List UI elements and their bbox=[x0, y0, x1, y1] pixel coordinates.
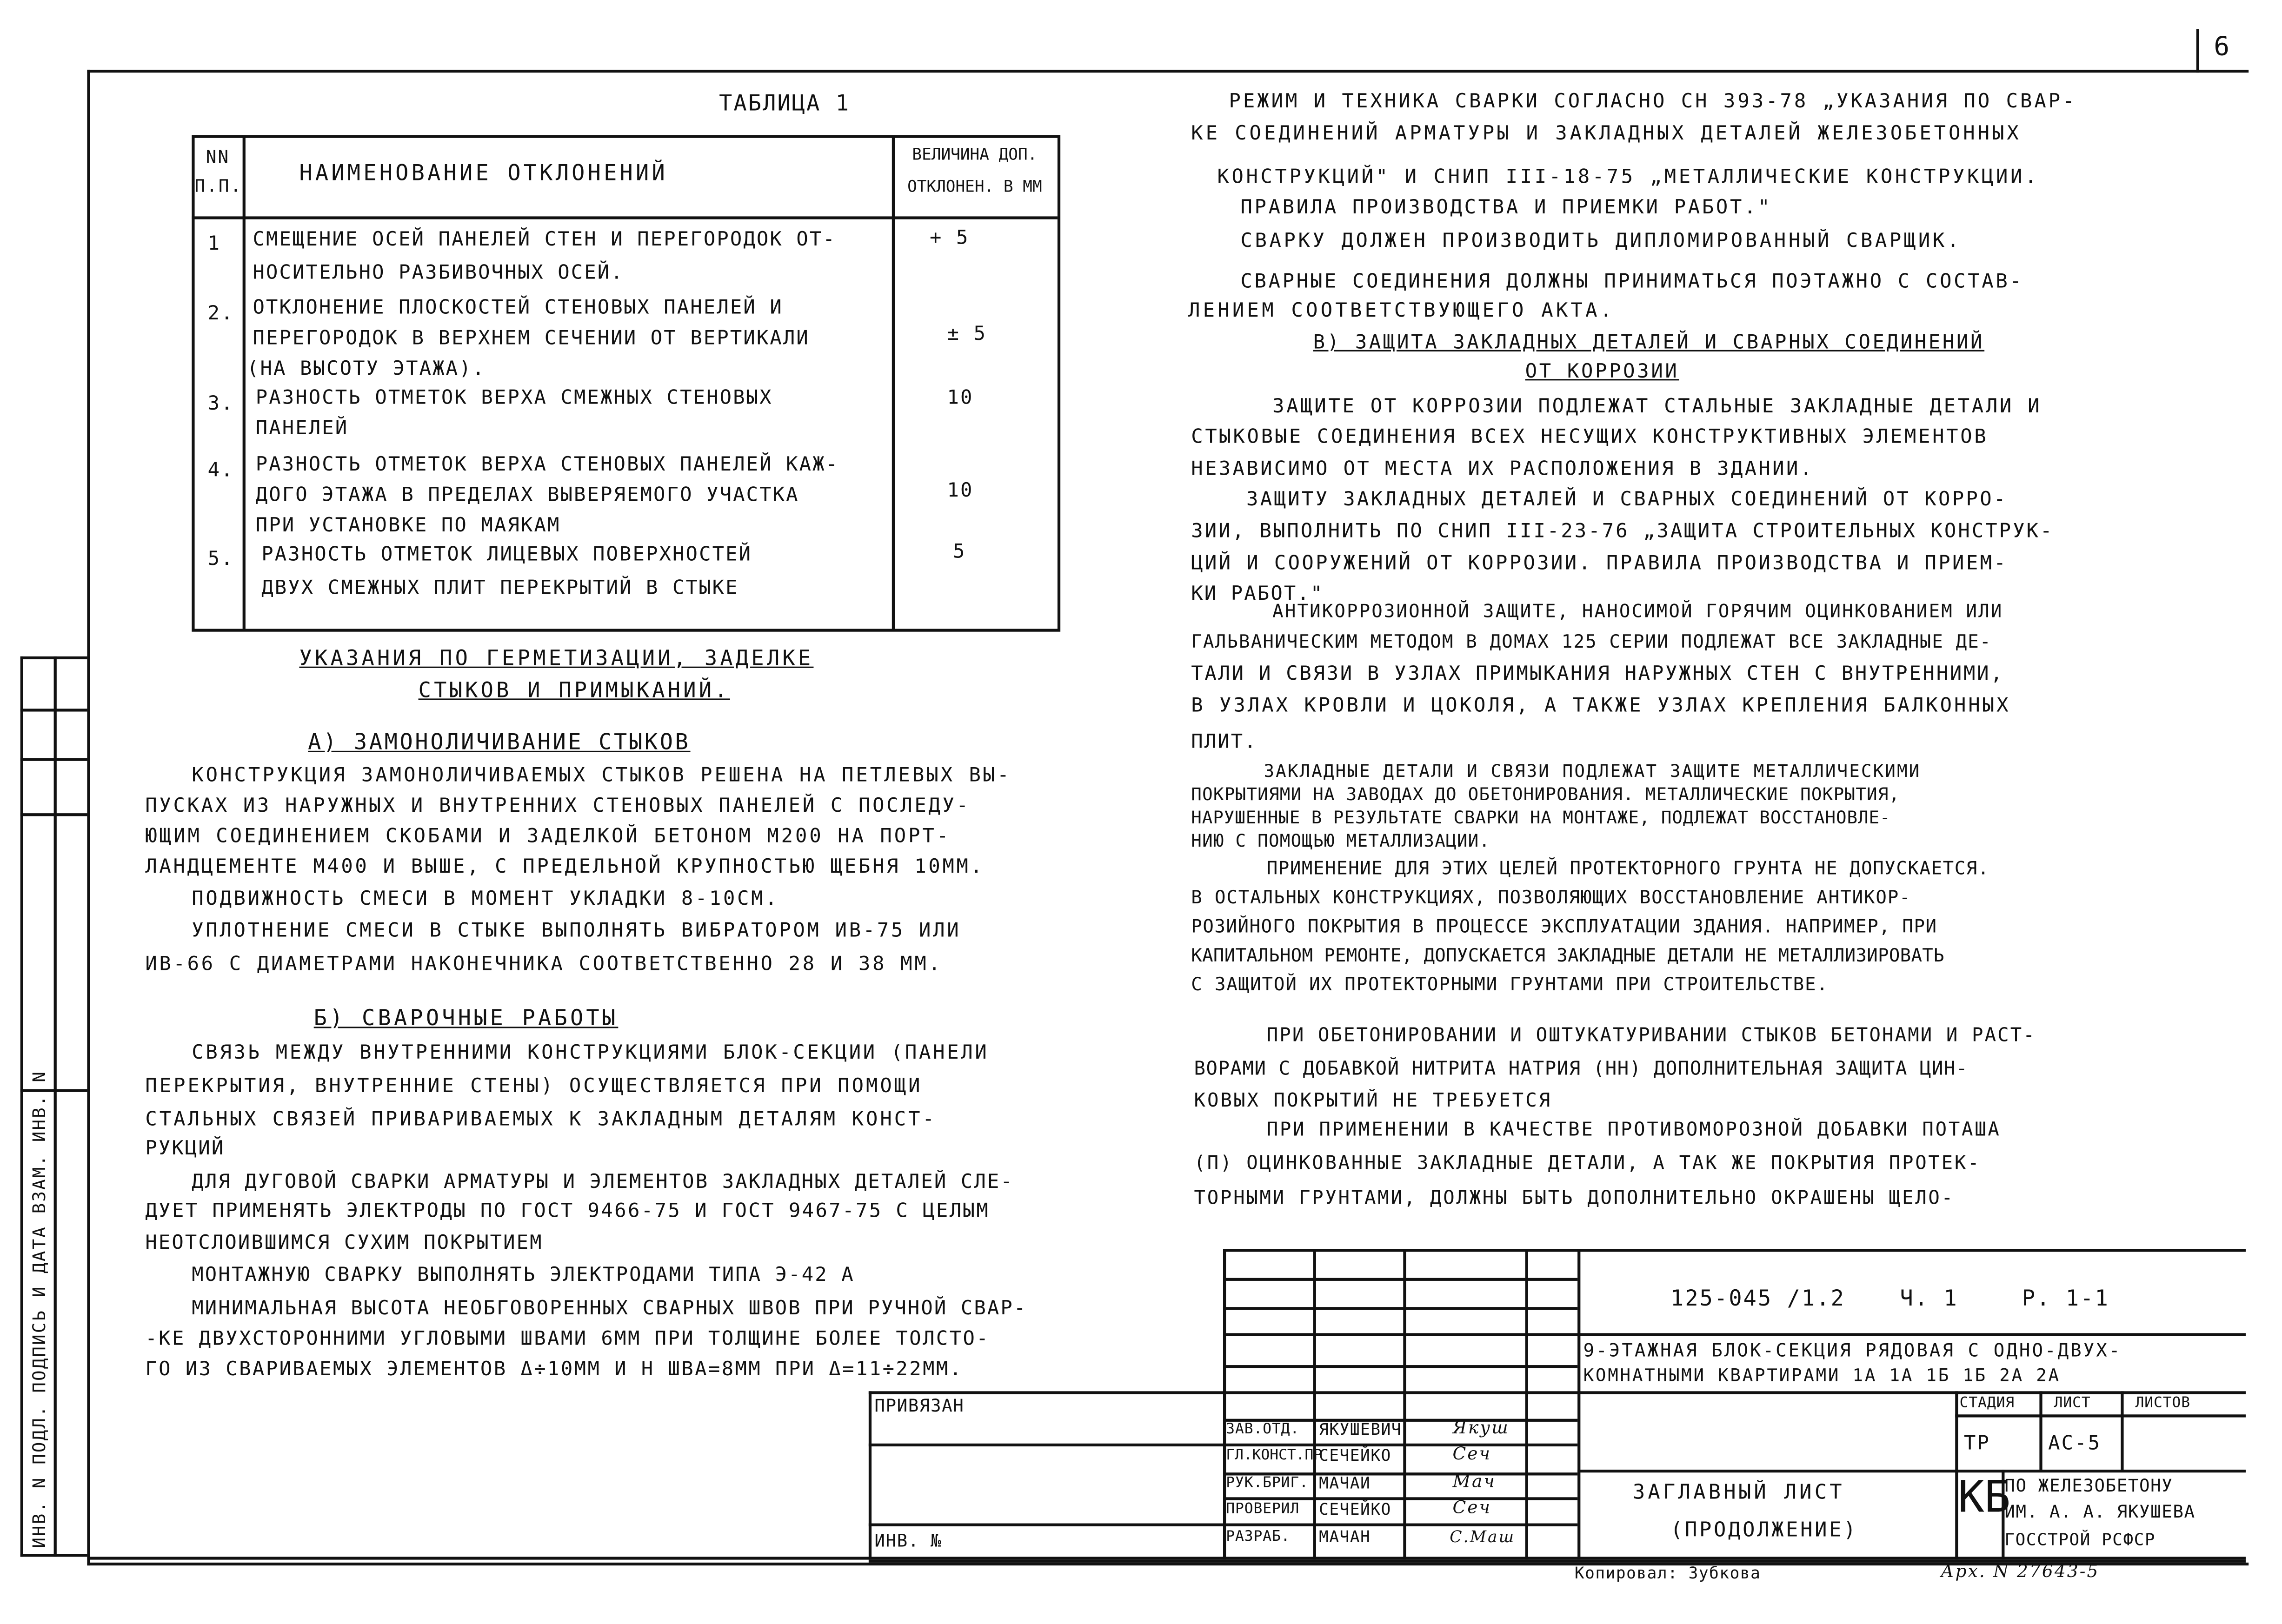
text-line: ГО ИЗ СВАРИВАЕМЫХ ЭЛЕМЕНТОВ Δ÷10ММ И H ШВА=8ММ ПРИ Δ=11÷22ММ. bbox=[145, 1358, 963, 1381]
signature: Мач bbox=[1452, 1471, 1496, 1491]
binding-strip-border bbox=[20, 656, 23, 1557]
stamp-line bbox=[1223, 1278, 1577, 1280]
text-line: В ОСТАЛЬНЫХ КОНСТРУКЦИЯХ, ПОЗВОЛЯЮЩИХ ВОССТАНОВЛЕНИЕ АНТИКОР- bbox=[1191, 886, 1911, 908]
text-line: ПРАВИЛА ПРОИЗВОДСТВА И ПРИЕМКИ РАБОТ." bbox=[1240, 196, 1772, 219]
text-line: МИНИМАЛЬНАЯ ВЫСОТА НЕОБГОВОРЕННЫХ СВАРНЫХ ШВОВ ПРИ РУЧНОЙ СВАР- bbox=[192, 1297, 1027, 1320]
row-text: НОСИТЕЛЬНО РАЗБИВОЧНЫХ ОСЕЙ. bbox=[253, 261, 624, 285]
archive-number: Арх. N 27643-5 bbox=[1940, 1561, 2100, 1582]
text-line: СВАРКУ ДОЛЖЕН ПРОИЗВОДИТЬ ДИПЛОМИРОВАННЫЙ СВАРЩИК. bbox=[1240, 229, 1962, 253]
row-value: 5 bbox=[953, 540, 966, 563]
stamp-line bbox=[1577, 1249, 1580, 1559]
subsection-title: Б) СВАРОЧНЫЕ РАБОТЫ bbox=[313, 1005, 619, 1031]
table-header-name: НАИМЕНОВАНИЕ ОТКЛОНЕНИЙ bbox=[299, 159, 668, 186]
row-text: ОТКЛОНЕНИЕ ПЛОСКОСТЕЙ СТЕНОВЫХ ПАНЕЛЕЙ И bbox=[253, 296, 783, 320]
page-number: 6 bbox=[2214, 32, 2231, 63]
row-text: (НА ВЫСОТУ ЭТАЖА). bbox=[246, 357, 486, 381]
binding-strip-line bbox=[20, 813, 87, 815]
text-line: ЗАЩИТЕ ОТ КОРРОЗИИ ПОДЛЕЖАТ СТАЛЬНЫЕ ЗАКЛАДНЫЕ ДЕТАЛИ И bbox=[1272, 395, 2042, 418]
text-line: ПОДВИЖНОСТЬ СМЕСИ В МОМЕНТ УКЛАДКИ 8-10СМ. bbox=[192, 887, 779, 911]
text-line: ПЕРЕКРЫТИЯ, ВНУТРЕННИЕ СТЕНЫ) ОСУЩЕСТВЛЯЕТСЯ ПРИ ПОМОЩИ bbox=[145, 1074, 923, 1098]
stamp-line bbox=[1313, 1249, 1316, 1559]
text-line: ГАЛЬВАНИЧЕСКИМ МЕТОДОМ В ДОМАХ 125 СЕРИИ ПОДЛЕЖАТ ВСЕ ЗАКЛАДНЫЕ ДЕ- bbox=[1191, 630, 1992, 652]
row-value: ± 5 bbox=[947, 322, 987, 346]
organization-logo: КБ bbox=[1958, 1472, 2011, 1524]
copied-by: Копировал: Зубкова bbox=[1574, 1564, 1761, 1583]
text-line: СВАРНЫЕ СОЕДИНЕНИЯ ДОЛЖНЫ ПРИНИМАТЬСЯ ПОЭТАЖНО С СОСТАВ- bbox=[1240, 270, 2024, 293]
text-line: РУКЦИЙ bbox=[145, 1137, 225, 1160]
sheet-value: АС-5 bbox=[2048, 1432, 2102, 1455]
stage-header: СТАДИЯ bbox=[1959, 1395, 2015, 1412]
stamp-line bbox=[1223, 1249, 2246, 1251]
text-line: ЗАКЛАДНЫЕ ДЕТАЛИ И СВЯЗИ ПОДЛЕЖАТ ЗАЩИТЕ МЕТАЛЛИЧЕСКИМИ bbox=[1264, 761, 1921, 782]
row-text: РАЗНОСТЬ ОТМЕТОК ВЕРХА СТЕНОВЫХ ПАНЕЛЕЙ КАЖ- bbox=[255, 453, 839, 477]
role-label: ГЛ.КОНСТ.ПР bbox=[1226, 1448, 1323, 1464]
stamp-line bbox=[1223, 1497, 1577, 1499]
row-text: ПЕРЕГОРОДОК В ВЕРХНЕМ СЕЧЕНИИ ОТ ВЕРТИКАЛИ bbox=[253, 326, 810, 350]
stamp-line bbox=[2039, 1391, 2042, 1470]
row-num: 3. bbox=[207, 392, 234, 416]
signature: С.Маш bbox=[1450, 1527, 1516, 1547]
text-line: ЛАНДЦЕМЕНТЕ М400 И ВЫШЕ, С ПРЕДЕЛЬНОЙ КРУПНОСТЬЮ ЩЕБНЯ 10ММ. bbox=[145, 855, 985, 879]
signature: Сеч bbox=[1452, 1497, 1492, 1518]
text-line: МОНТАЖНУЮ СВАРКУ ВЫПОЛНЯТЬ ЭЛЕКТРОДАМИ ТИПА Э-42 А bbox=[192, 1263, 855, 1287]
binding-strip-line bbox=[20, 656, 87, 659]
table-col-divider bbox=[243, 135, 245, 629]
row-value: 10 bbox=[947, 479, 974, 503]
text-line: ВОРАМИ С ДОБАВКОЙ НИТРИТА НАТРИЯ (НН) ДОПОЛНИТЕЛЬНАЯ ЗАЩИТА ЦИН- bbox=[1194, 1059, 1969, 1080]
binding-strip-divider bbox=[54, 656, 56, 1557]
drawing-code: 125-045 /1.2 bbox=[1670, 1285, 1846, 1312]
text-line: НИЮ С ПОМОЩЬЮ МЕТАЛЛИЗАЦИИ. bbox=[1191, 830, 1490, 851]
stamp-line bbox=[2121, 1391, 2123, 1470]
subsection-title: В) ЗАЩИТА ЗАКЛАДНЫХ ДЕТАЛЕЙ И СВАРНЫХ СОЕДИНЕНИЙ bbox=[1313, 331, 1985, 355]
stamp-line bbox=[1955, 1414, 2246, 1417]
stamp-line bbox=[1223, 1472, 1577, 1475]
table-header-value: ВЕЛИЧИНА ДОП. ОТКЛОНЕН. В ММ bbox=[907, 145, 1042, 196]
text-line: ЦИЙ И СООРУЖЕНИЙ ОТ КОРРОЗИИ. ПРАВИЛА ПРОИЗВОДСТВА И ПРИЕМ- bbox=[1191, 551, 2008, 575]
text-line: ИВ-66 С ДИАМЕТРАМИ НАКОНЕЧНИКА СООТВЕТСТВЕННО 28 И 38 ММ. bbox=[145, 953, 943, 976]
stamp-line bbox=[87, 1557, 2246, 1559]
page-number-divider bbox=[2196, 29, 2199, 73]
text-line: ПЛИТ. bbox=[1191, 730, 1257, 754]
text-line: ТАЛИ И СВЯЗИ В УЗЛАХ ПРИМЫКАНИЯ НАРУЖНЫХ СТЕН С ВНУТРЕННИМИ, bbox=[1191, 662, 2004, 686]
text-line: УПЛОТНЕНИЕ СМЕСИ В СТЫКЕ ВЫПОЛНЯТЬ ВИБРАТОРОМ ИВ-75 ИЛИ bbox=[192, 919, 961, 943]
subsection-title: ОТ КОРРОЗИИ bbox=[1525, 360, 1679, 384]
role-name: СЕЧЕЙКО bbox=[1319, 1446, 1391, 1465]
binding-strip-line bbox=[20, 709, 87, 711]
organization-name: ГОССТРОЙ РСФСР bbox=[2004, 1529, 2156, 1550]
text-line: РОЗИЙНОГО ПОКРЫТИЯ В ПРОЦЕССЕ ЭКСПЛУАТАЦИИ ЗДАНИЯ. НАПРИМЕР, ПРИ bbox=[1191, 915, 1937, 937]
text-line: КОНСТРУКЦИЙ" И СНИП III-18-75 „МЕТАЛЛИЧЕСКИЕ КОНСТРУКЦИИ. bbox=[1217, 166, 2040, 189]
sheet-subtitle: (ПРОДОЛЖЕНИЕ) bbox=[1670, 1519, 1858, 1543]
row-text: ПАНЕЛЕЙ bbox=[255, 417, 349, 440]
stamp-line bbox=[1223, 1365, 1577, 1367]
row-text: ДВУХ СМЕЖНЫХ ПЛИТ ПЕРЕКРЫТИЙ В СТЫКЕ bbox=[261, 577, 739, 600]
row-text: ДОГО ЭТАЖА В ПРЕДЕЛАХ ВЫВЕРЯЕМОГО УЧАСТКА bbox=[255, 484, 799, 507]
table-header-num: NN П.П. bbox=[194, 146, 243, 196]
text-line: НЕЗАВИСИМО ОТ МЕСТА ИХ РАСПОЛОЖЕНИЯ В ЗДАНИИ. bbox=[1191, 457, 1814, 481]
text-line: ПУСКАХ ИЗ НАРУЖНЫХ И ВНУТРЕННИХ СТЕНОВЫХ ПАНЕЛЕЙ С ПОСЛЕДУ- bbox=[145, 794, 971, 818]
text-line: КОВЫХ ПОКРЫТИЙ НЕ ТРЕБУЕТСЯ bbox=[1194, 1090, 1552, 1113]
text-line: АНТИКОРРОЗИОННОЙ ЗАЩИТЕ, НАНОСИМОЙ ГОРЯЧИМ ОЦИНКОВАНИЕМ ИЛИ bbox=[1272, 600, 2003, 622]
section-heading: СТЫКОВ И ПРИМЫКАНИЙ. bbox=[418, 679, 730, 703]
row-num: 5. bbox=[207, 547, 234, 571]
organization-name: ИМ. А. А. ЯКУШЕВА bbox=[2004, 1501, 2196, 1522]
stamp-line bbox=[869, 1391, 871, 1559]
text-line: КАПИТАЛЬНОМ РЕМОНТЕ, ДОПУСКАЕТСЯ ЗАКЛАДНЫЕ ДЕТАЛИ НЕ МЕТАЛЛИЗИРОВАТЬ bbox=[1191, 944, 1944, 966]
role-label: ПРОВЕРИЛ bbox=[1226, 1501, 1300, 1518]
stamp-line bbox=[1577, 1470, 2246, 1472]
role-name: МАЧАЙ bbox=[1319, 1474, 1371, 1493]
role-label: ЗАВ.ОТД. bbox=[1226, 1421, 1300, 1438]
text-line: ЗАЩИТУ ЗАКЛАДНЫХ ДЕТАЛЕЙ И СВАРНЫХ СОЕДИНЕНИЙ ОТ КОРРО- bbox=[1246, 488, 2008, 511]
stamp-line bbox=[1525, 1249, 1528, 1559]
text-line: ДЛЯ ДУГОВОЙ СВАРКИ АРМАТУРЫ И ЭЛЕМЕНТОВ ЗАКЛАДНЫХ ДЕТАЛЕЙ СЛЕ- bbox=[192, 1170, 1014, 1194]
text-line: ЗИИ, ВЫПОЛНИТЬ ПО СНИП III-23-76 „ЗАЩИТА СТРОИТЕЛЬНЫХ КОНСТРУК- bbox=[1191, 520, 2054, 544]
organization-name: ПО ЖЕЛЕЗОБЕТОНУ bbox=[2004, 1475, 2173, 1496]
text-line: СТЫКОВЫЕ СОЕДИНЕНИЯ ВСЕХ НЕСУЩИХ КОНСТРУКТИВНЫХ ЭЛЕМЕНТОВ bbox=[1191, 425, 1989, 449]
text-line: С ЗАЩИТОЙ ИХ ПРОТЕКТОРНЫМИ ГРУНТАМИ ПРИ СТРОИТЕЛЬСТВЕ. bbox=[1191, 973, 1829, 995]
sheet-title: ЗАГЛАВНЫЙ ЛИСТ bbox=[1632, 1481, 1845, 1505]
text-line: СВЯЗЬ МЕЖДУ ВНУТРЕННИМИ КОНСТРУКЦИЯМИ БЛОК-СЕКЦИИ (ПАНЕЛИ bbox=[192, 1041, 989, 1065]
row-value: + 5 bbox=[930, 226, 970, 250]
role-label: РАЗРАБ. bbox=[1226, 1529, 1291, 1545]
role-name: МАЧАН bbox=[1319, 1527, 1371, 1547]
stamp-line bbox=[1223, 1249, 1225, 1559]
role-name: ЯКУШЕВИЧ bbox=[1319, 1420, 1402, 1439]
binding-strip-line bbox=[20, 758, 87, 760]
text-line: КЕ СОЕДИНЕНИЙ АРМАТУРЫ И ЗАКЛАДНЫХ ДЕТАЛЕЙ ЖЕЛЕЗОБЕТОННЫХ bbox=[1191, 122, 2022, 146]
row-text: СМЕЩЕНИЕ ОСЕЙ ПАНЕЛЕЙ СТЕН И ПЕРЕГОРОДОК ОТ- bbox=[253, 228, 836, 252]
text-line: СТАЛЬНЫХ СВЯЗЕЙ ПРИВАРИВАЕМЫХ К ЗАКЛАДНЫМ ДЕТАЛЯМ КОНСТ- bbox=[145, 1108, 937, 1132]
stage-value: ТР bbox=[1963, 1432, 1991, 1455]
binding-strip-line bbox=[20, 1554, 87, 1556]
drawing-part: Ч. 1 bbox=[1900, 1285, 1958, 1312]
text-line: ЛЕНИЕМ СООТВЕТСТВУЮЩЕГО АКТА. bbox=[1188, 299, 1615, 323]
text-line: НАРУШЕННЫЕ В РЕЗУЛЬТАТЕ СВАРКИ НА МОНТАЖЕ, ПОДЛЕЖАТ ВОССТАНОВЛЕ- bbox=[1191, 807, 1891, 828]
text-line: РЕЖИМ И ТЕХНИКА СВАРКИ СОГЛАСНО СН 393-78 „УКАЗАНИЯ ПО СВАР- bbox=[1229, 90, 2077, 113]
stamp-line bbox=[1223, 1307, 1577, 1309]
text-line: ДУЕТ ПРИМЕНЯТЬ ЭЛЕКТРОДЫ ПО ГОСТ 9466-75 И ГОСТ 9467-75 С ЦЕЛЫМ bbox=[145, 1200, 990, 1223]
stamp-line bbox=[1223, 1333, 2246, 1335]
section-heading: УКАЗАНИЯ ПО ГЕРМЕТИЗАЦИИ, ЗАДЕЛКЕ bbox=[299, 648, 814, 671]
table-header-divider bbox=[192, 216, 1058, 219]
text-line: (П) ОЦИНКОВАННЫЕ ЗАКЛАДНЫЕ ДЕТАЛИ, А ТАК ЖЕ ПОКРЫТИЯ ПРОТЕК- bbox=[1194, 1153, 1981, 1175]
margin-label: ИНВ. N ПОДЛ. ПОДПИСЬ И ДАТА ВЗАМ. ИНВ. N bbox=[29, 1070, 50, 1548]
text-line: ПРИ ОБЕТОНИРОВАНИИ И ОШТУКАТУРИВАНИИ СТЫКОВ БЕТОНАМИ И РАСТ- bbox=[1266, 1025, 2036, 1047]
project-description: КОМНАТНЫМИ КВАРТИРАМИ 1А 1А 1Б 1Б 2А 2А bbox=[1583, 1365, 2061, 1385]
text-line: ПОКРЫТИЯМИ НА ЗАВОДАХ ДО ОБЕТОНИРОВАНИЯ. МЕТАЛЛИЧЕСКИЕ ПОКРЫТИЯ, bbox=[1191, 784, 1900, 805]
text-line: ТОРНЫМИ ГРУНТАМИ, ДОЛЖНЫ БЫТЬ ДОПОЛНИТЕЛЬНО ОКРАШЕНЫ ЩЕЛО- bbox=[1194, 1188, 1955, 1210]
text-line: ПРИМЕНЕНИЕ ДЛЯ ЭТИХ ЦЕЛЕЙ ПРОТЕКТОРНОГО ГРУНТА НЕ ДОПУСКАЕТСЯ. bbox=[1266, 856, 1989, 879]
row-text: РАЗНОСТЬ ОТМЕТОК ЛИЦЕВЫХ ПОВЕРХНОСТЕЙ bbox=[261, 543, 752, 567]
sheet-header: ЛИСТ bbox=[2054, 1395, 2091, 1412]
signature: Сеч bbox=[1452, 1443, 1492, 1464]
drawing-section: Р. 1-1 bbox=[2022, 1285, 2109, 1312]
sheets-header: ЛИСТОВ bbox=[2135, 1395, 2191, 1412]
row-num: 2. bbox=[207, 302, 234, 325]
role-label: РУК.БРИГ. bbox=[1226, 1475, 1309, 1491]
text-line: КОНСТРУКЦИЯ ЗАМОНОЛИЧИВАЕМЫХ СТЫКОВ РЕШЕНА НА ПЕТЛЕВЫХ ВЫ- bbox=[192, 763, 1011, 787]
text-line: ЮЩИМ СОЕДИНЕНИЕМ СКОБАМИ И ЗАДЕЛКОЙ БЕТОНОМ М200 НА ПОРТ- bbox=[145, 825, 951, 848]
project-description: 9-ЭТАЖНАЯ БЛОК-СЕКЦИЯ РЯДОВАЯ С ОДНО-ДВУХ- bbox=[1583, 1339, 2122, 1361]
table-title: ТАБЛИЦА 1 bbox=[719, 90, 851, 116]
privyazan-label: ПРИВЯЗАН bbox=[874, 1395, 965, 1416]
stamp-line bbox=[1955, 1391, 1957, 1559]
row-num: 4. bbox=[207, 459, 234, 483]
inv-number-label: ИНВ. № bbox=[874, 1531, 942, 1551]
stamp-line bbox=[1403, 1249, 1405, 1559]
row-text: ПРИ УСТАНОВКЕ ПО МАЯКАМ bbox=[255, 514, 561, 537]
row-text: РАЗНОСТЬ ОТМЕТОК ВЕРХА СМЕЖНЫХ СТЕНОВЫХ bbox=[255, 386, 773, 410]
text-line: ПРИ ПРИМЕНЕНИИ В КАЧЕСТВЕ ПРОТИВОМОРОЗНОЙ ДОБАВКИ ПОТАША bbox=[1266, 1120, 2001, 1142]
row-value: 10 bbox=[947, 386, 974, 410]
signature: Якуш bbox=[1452, 1417, 1510, 1438]
text-line: НЕОТСЛОИВШИМСЯ СУХИМ ПОКРЫТИЕМ bbox=[145, 1231, 543, 1255]
text-line: -КЕ ДВУХСТОРОННИМИ УГЛОВЫМИ ШВАМИ 6ММ ПРИ ТОЛЩИНЕ БОЛЕЕ ТОЛСТО- bbox=[145, 1327, 990, 1351]
text-line: В УЗЛАХ КРОВЛИ И ЦОКОЛЯ, А ТАКЖЕ УЗЛАХ КРЕПЛЕНИЯ БАЛКОННЫХ bbox=[1191, 694, 2011, 718]
subsection-title: А) ЗАМОНОЛИЧИВАНИЕ СТЫКОВ bbox=[308, 729, 691, 756]
table-col-divider bbox=[892, 135, 894, 629]
role-name: СЕЧЕЙКО bbox=[1319, 1500, 1391, 1519]
row-num: 1 bbox=[207, 232, 221, 256]
text-line: КИ РАБОТ." bbox=[1191, 582, 1324, 606]
